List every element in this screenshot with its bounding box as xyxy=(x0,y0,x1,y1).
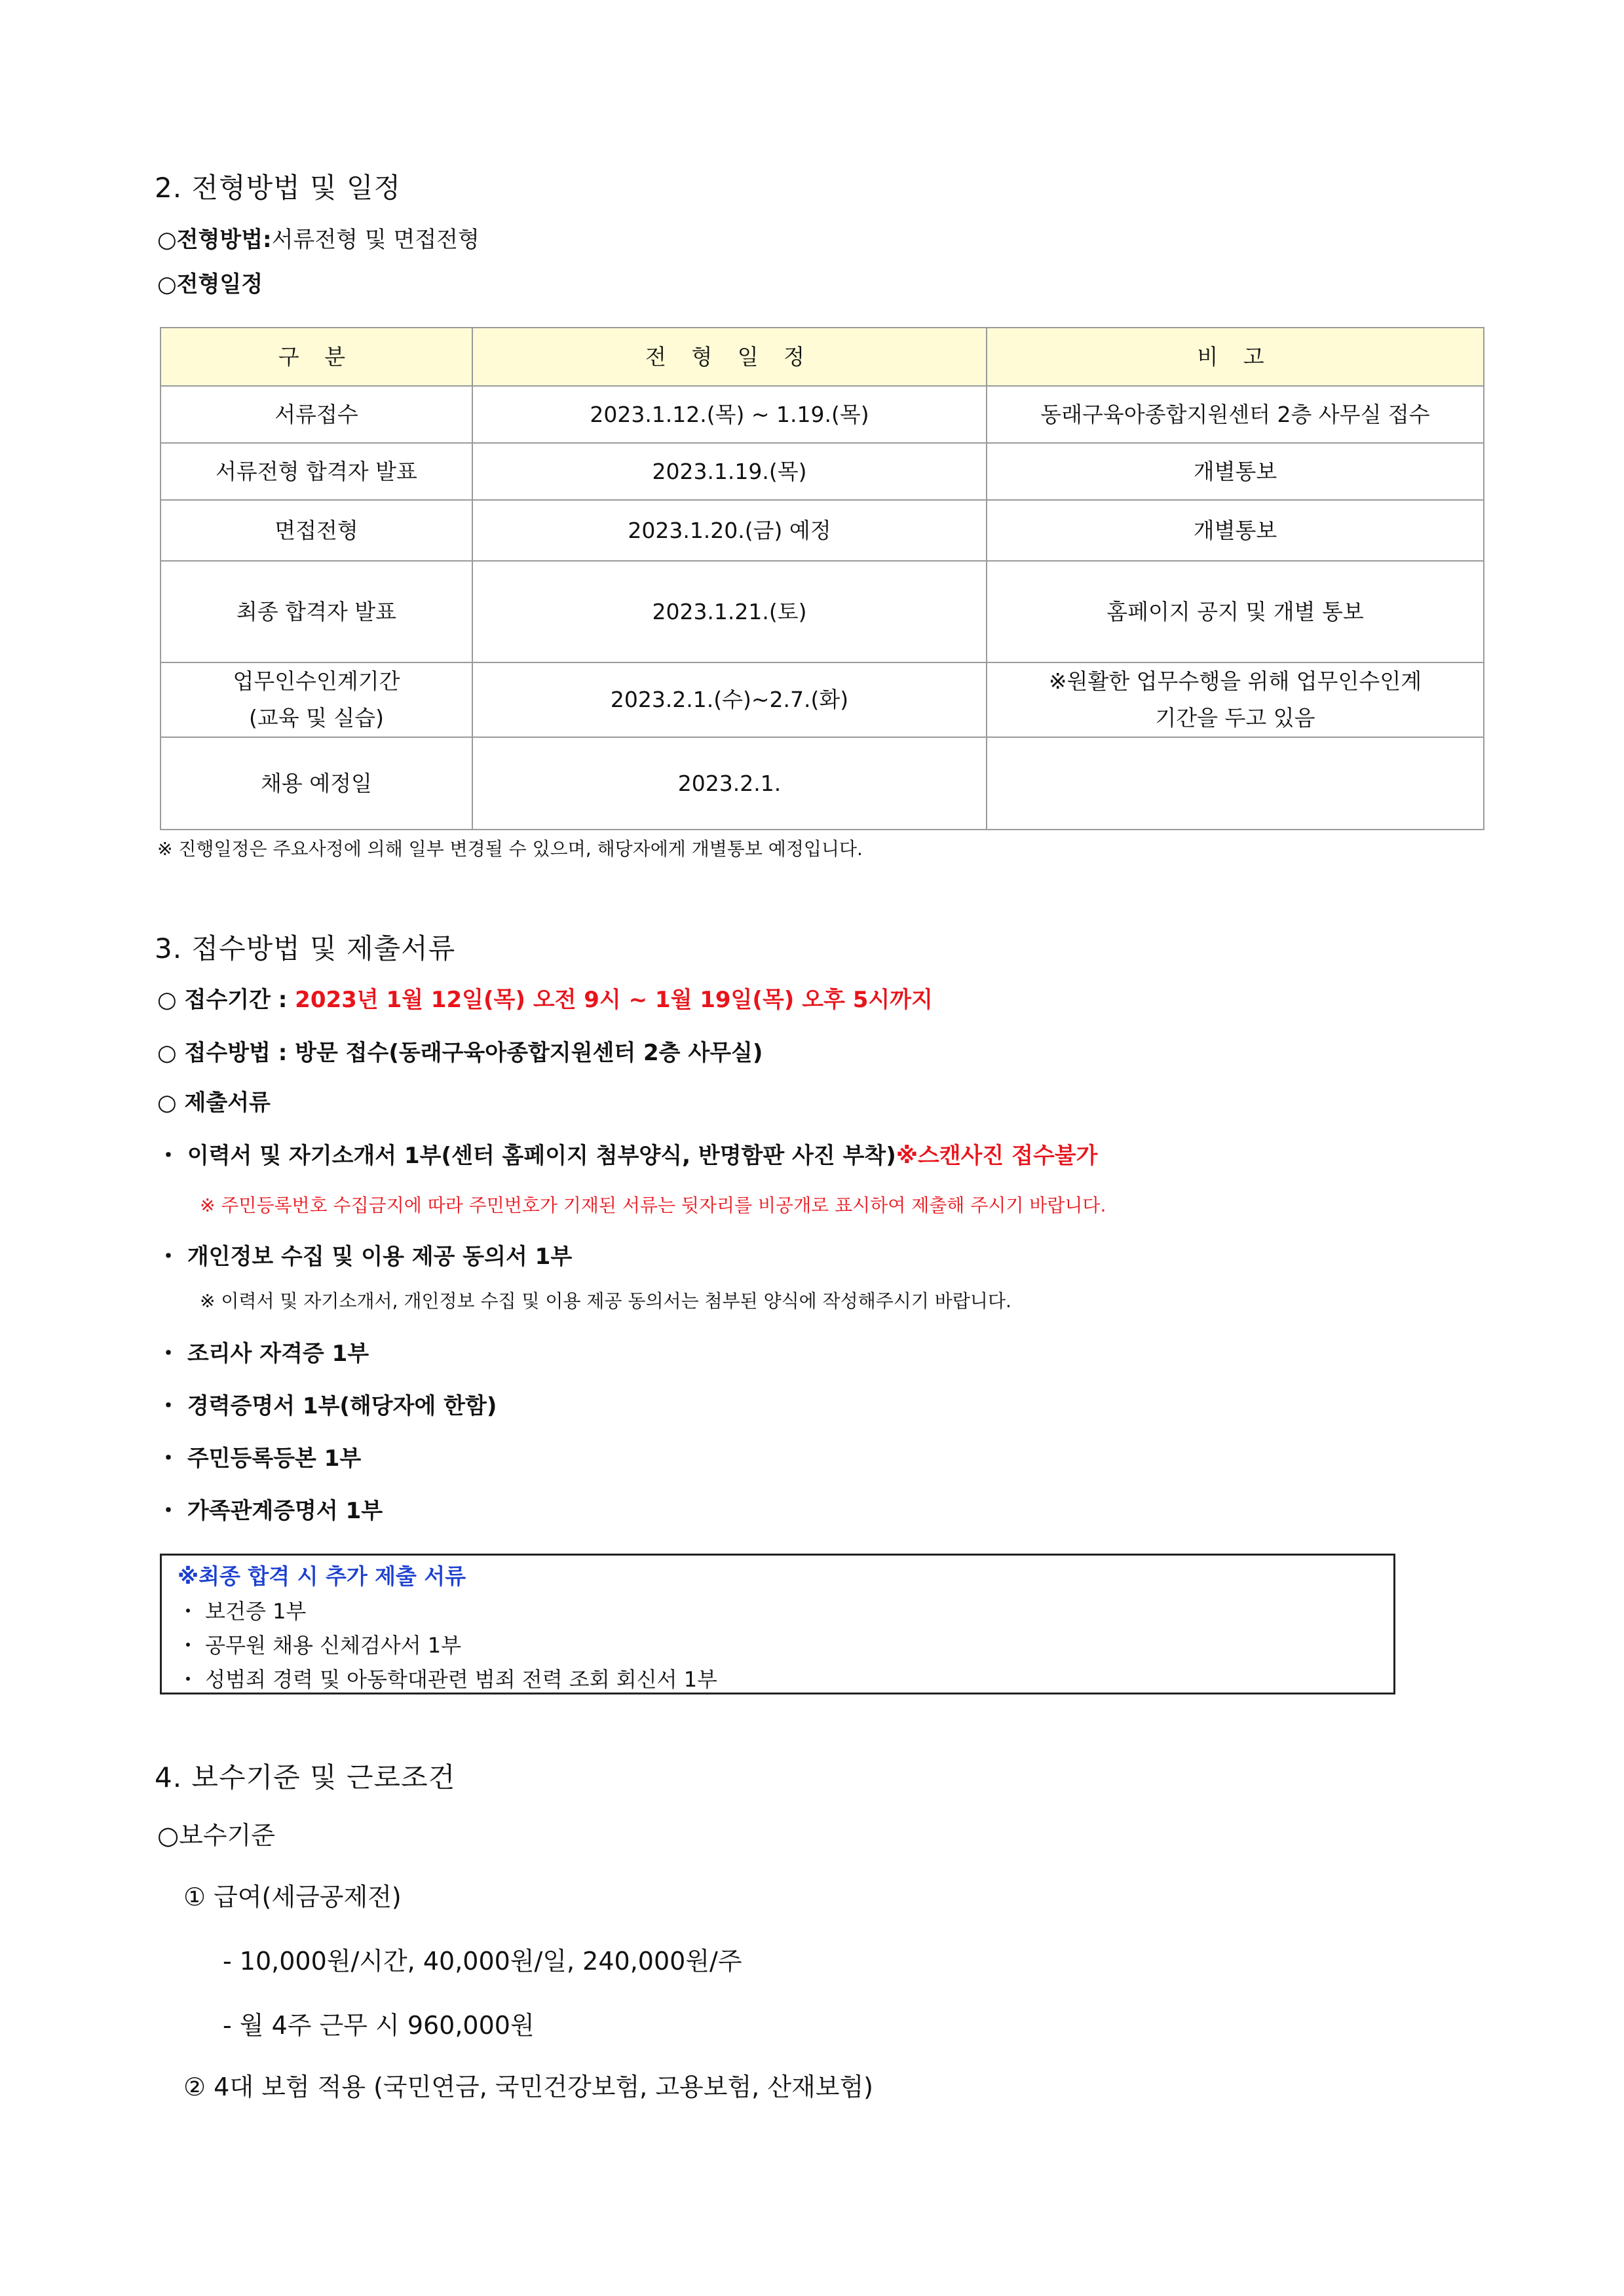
cell-note-line2: 기간을 두고 있음 xyxy=(1155,705,1315,731)
pay-label: ○보수기준 xyxy=(157,1821,275,1850)
cell-category: 채용 예정일 xyxy=(161,737,472,830)
box-item: ・ 공무원 채용 신체검사서 1부 xyxy=(178,1633,462,1658)
cell-category: 면접전형 xyxy=(161,500,472,561)
section2-title: 2. 전형방법 및 일정 xyxy=(155,172,402,204)
table-row xyxy=(161,561,1484,662)
period-label: ○ 접수기간 : xyxy=(157,987,295,1013)
box-title: ※최종 합격 시 추가 제출 서류 xyxy=(178,1563,466,1589)
period-value: 2023년 1월 12일(목) 오전 9시 ~ 1월 19일(목) 오후 5시까지 xyxy=(295,987,933,1013)
doc1: ・ 이력서 및 자기소개서 1부(센터 홈페이지 첨부양식, 반명함판 사진 부착) xyxy=(157,1143,896,1169)
method-line xyxy=(157,221,480,254)
doc2: ・ 개인정보 수집 및 이용 제공 동의서 1부 xyxy=(157,1244,573,1270)
cell-date: 2023.1.19.(목) xyxy=(472,443,987,500)
doc3: ・ 조리사 자격증 1부 xyxy=(157,1341,369,1367)
table-row xyxy=(161,386,1484,443)
cell-note: 동래구육아종합지원센터 2층 사무실 접수 xyxy=(987,386,1484,443)
doc1-note: ※ 주민등록번호 수집금지에 따라 주민번호가 기재된 서류는 뒷자리를 비공개로 표시하여 제출해 주시기 바랍니다. xyxy=(200,1195,1106,1216)
cell-note xyxy=(987,737,1484,830)
cell-category-line1: 업무인수인계기간 xyxy=(233,668,400,694)
box-item: ・ 보건증 1부 xyxy=(178,1599,307,1624)
section4-title: 4. 보수기준 및 근로조건 xyxy=(155,1761,456,1793)
table-row xyxy=(161,443,1484,500)
cell-note xyxy=(987,662,1484,737)
cell-date: 2023.2.1.(수)~2.7.(화) xyxy=(472,662,987,737)
method-label: ○전형방법: xyxy=(157,227,272,253)
cell-note-line1: ※원활한 업무수행을 위해 업무인수인계 xyxy=(1048,668,1422,694)
cell-note: 개별통보 xyxy=(987,500,1484,561)
table-row xyxy=(161,500,1484,561)
cell-note: 개별통보 xyxy=(987,443,1484,500)
period-line xyxy=(157,982,933,1014)
box-item: ・ 성범죄 경력 및 아동학대관련 범죄 전력 조회 회신서 1부 xyxy=(178,1667,717,1692)
cell-date: 2023.1.20.(금) 예정 xyxy=(472,500,987,561)
cell-date: 2023.1.21.(토) xyxy=(472,561,987,662)
pay-item1-sub2: - 월 4주 근무 시 960,000원 xyxy=(223,2011,535,2040)
doc4: ・ 경력증명서 1부(해당자에 한함) xyxy=(157,1393,497,1419)
cell-category: 최종 합격자 발표 xyxy=(161,561,472,662)
pay-item2: ② 4대 보험 적용 (국민연금, 국민건강보험, 고용보험, 산재보험) xyxy=(183,2073,873,2101)
table-row xyxy=(161,662,1484,737)
cell-category: 서류전형 합격자 발표 xyxy=(161,443,472,500)
schedule-footnote: ※ 진행일정은 주요사정에 의해 일부 변경될 수 있으며, 해당자에게 개별통보 예정입니다. xyxy=(157,838,863,860)
doc5: ・ 주민등록등본 1부 xyxy=(157,1445,362,1472)
table-row xyxy=(161,737,1484,830)
section3-title: 3. 접수방법 및 제출서류 xyxy=(155,932,456,965)
doc6: ・ 가족관계증명서 1부 xyxy=(157,1498,383,1524)
cell-category xyxy=(161,662,472,737)
method-value: 서류전형 및 면접전형 xyxy=(271,227,480,253)
method-text: ○ 접수방법 : 방문 접수(동래구육아종합지원센터 2층 사무실) xyxy=(157,1040,763,1066)
cell-note: 홈페이지 공지 및 개별 통보 xyxy=(987,561,1484,662)
doc1-warning: ※스캔사진 접수불가 xyxy=(896,1143,1098,1169)
additional-docs-box xyxy=(160,1554,1395,1694)
header-date: 전 형 일 정 xyxy=(472,328,987,386)
docs-label: ○ 제출서류 xyxy=(157,1090,271,1116)
pay-item1: ① 급여(세금공제전) xyxy=(183,1883,402,1911)
header-note: 비 고 xyxy=(987,328,1484,386)
cell-category-line2: (교육 및 실습) xyxy=(248,705,385,731)
schedule-table xyxy=(160,327,1484,830)
schedule-label: ○전형일정 xyxy=(157,271,263,297)
cell-date: 2023.1.12.(목) ~ 1.19.(목) xyxy=(472,386,987,443)
header-category: 구 분 xyxy=(161,328,472,386)
table-header-row xyxy=(161,328,1484,386)
doc2-note: ※ 이력서 및 자기소개서, 개인정보 수집 및 이용 제공 동의서는 첨부된 양식에 작성해주시기 바랍니다. xyxy=(200,1290,1011,1312)
doc1-line xyxy=(157,1138,1097,1170)
cell-category: 서류접수 xyxy=(161,386,472,443)
cell-date: 2023.2.1. xyxy=(472,737,987,830)
pay-item1-sub1: - 10,000원/시간, 40,000원/일, 240,000원/주 xyxy=(223,1947,742,1976)
